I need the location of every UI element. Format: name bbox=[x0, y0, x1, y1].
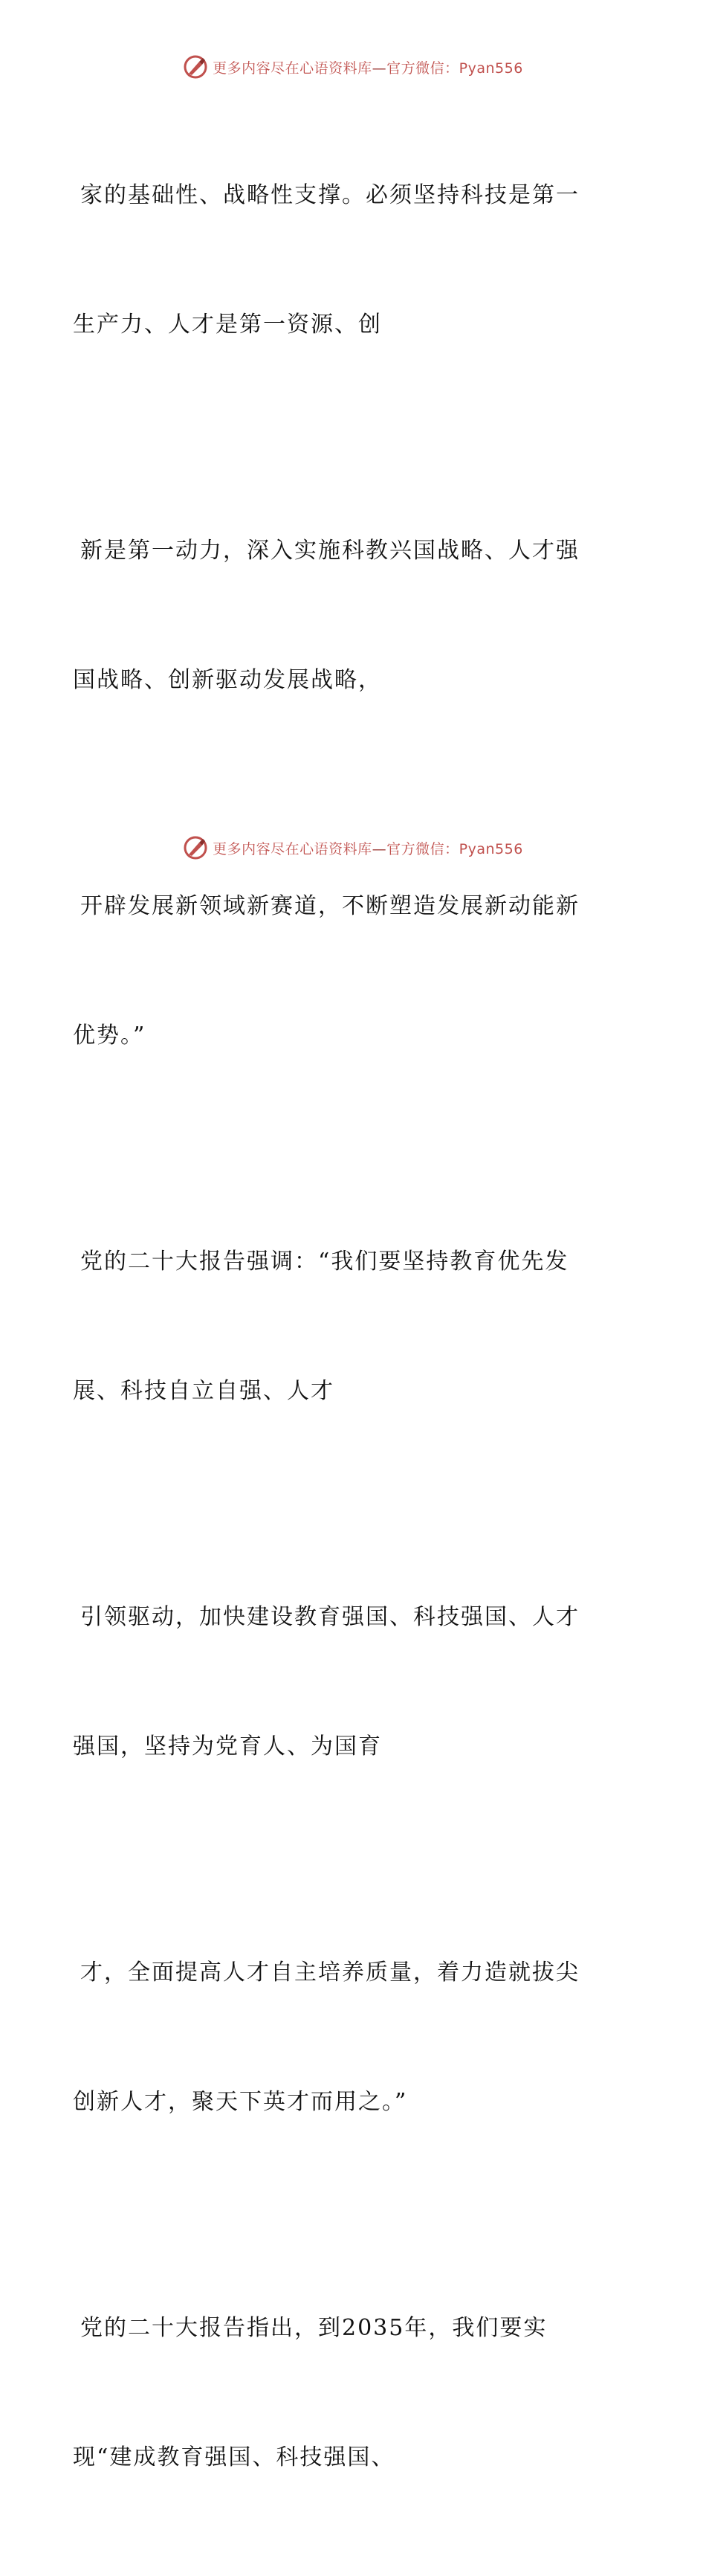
header-banner-contact: 官方微信：Pyan556 bbox=[386, 59, 523, 77]
paragraph-line: 党的二十大报告指出，到2035年，我们要实 bbox=[80, 2315, 548, 2341]
paragraph-line: 引领驱动，加快建设教育强国、科技强国、人才 bbox=[80, 1604, 580, 1630]
paragraph-line: 党的二十大报告强调：“我们要坚持教育优先发 bbox=[80, 1249, 569, 1275]
paragraph-line: 创新人才，聚天下英才而用之。” bbox=[73, 2089, 408, 2115]
footer-banner bbox=[0, 833, 706, 863]
paragraph-line: 优势。” bbox=[73, 1023, 146, 1049]
footer-banner-contact: 官方微信：Pyan556 bbox=[386, 840, 523, 857]
paragraph-1 bbox=[73, 88, 623, 433]
header-banner-text bbox=[213, 57, 523, 77]
paragraph-line: 新是第一动力，深入实施科教兴国战略、人才强 bbox=[80, 538, 580, 564]
paragraph-line: 强国，坚持为党育人、为国育 bbox=[73, 1733, 382, 1759]
footer-banner-separator: — bbox=[372, 840, 387, 857]
header-banner-title: 更多内容尽在心语资料库 bbox=[213, 59, 372, 77]
paragraph-line: 展、科技自立自强、人才 bbox=[73, 1378, 334, 1404]
header-banner bbox=[0, 52, 706, 82]
pen-nib-logo-icon bbox=[183, 54, 208, 80]
paragraph-4 bbox=[73, 1154, 623, 1499]
paragraph-line: 家的基础性、战略性支撑。必须坚持科技是第一 bbox=[80, 182, 580, 208]
paragraph-line: 才，全面提高人才自主培养质量，着力造就拔尖 bbox=[80, 1960, 580, 1986]
header-banner-inner bbox=[183, 54, 523, 80]
paragraph-line: 生产力、人才是第一资源、创 bbox=[73, 312, 382, 338]
footer-banner-inner bbox=[183, 835, 523, 860]
paragraph-7 bbox=[73, 2221, 623, 2566]
footer-banner-title: 更多内容尽在心语资料库 bbox=[213, 840, 372, 857]
paragraph-line: 现“建成教育强国、科技强国、 bbox=[73, 2444, 395, 2470]
paragraph-6 bbox=[73, 1865, 623, 2210]
paragraph-line: 开辟发展新领域新赛道，不断塑造发展新动能新 bbox=[80, 893, 580, 919]
paragraph-5 bbox=[73, 1510, 623, 1855]
document-body bbox=[73, 88, 623, 2576]
pen-nib-logo-icon bbox=[183, 835, 208, 860]
paragraph-2 bbox=[73, 443, 623, 788]
header-banner-separator: — bbox=[372, 59, 387, 77]
paragraph-line: 国战略、创新驱动发展战略， bbox=[73, 667, 382, 693]
footer-banner-text bbox=[213, 838, 523, 858]
